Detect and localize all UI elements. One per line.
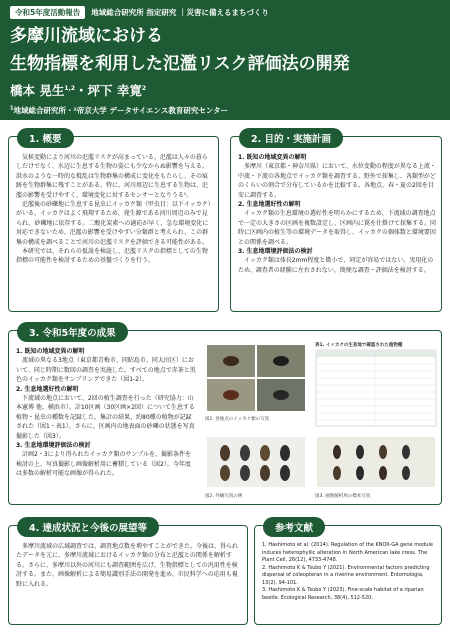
purpose-text-1: 多摩川（東京都・神奈川県）において、水位変動の程度が異なる上流・中流・下流の各地点でイッカク類を調査する。野外で採集し、各類型がどのくらいの割合で分布しているかを比較する。各地点、春・夏の2回を目安に調査する。	[238, 163, 436, 199]
figure-2	[205, 435, 307, 503]
figure-2-caption: 図2. 外観写真の例	[205, 494, 243, 499]
overview-para-3: 本研究では、それらの仮説を検証し、氾濫リスクの指標としての生物指標の可能性を検討するための基盤づくりを行う。	[16, 248, 208, 265]
table-1-caption: 表1. イッカクの生息地で確認された植物種	[315, 343, 403, 348]
institute-line: 地域総合研究所 指定研究 ｜災害に備えるまちづくり	[91, 8, 269, 17]
overview-title: 1. 概要	[17, 128, 74, 148]
purpose-text-2: イッカク類の生息環境の選好性を明らかにするため、下流域の調査地点で一定の大きさの区画を複数設定し、区画内に罠を仕掛けて採集する。同時に区画内の植生等の環境データを取得し、イッカクの個体数と環境要因との関係を調べる。	[238, 210, 437, 246]
results-heading-3: 3. 生息地環境評価法の検討	[16, 442, 91, 450]
figure-2-photos	[205, 435, 307, 490]
status-panel	[8, 525, 248, 625]
figure-1	[205, 343, 307, 429]
author-2-affil: 2	[141, 84, 147, 92]
figure-3-photos	[315, 435, 437, 490]
affiliation-text: 地域総合研究所・²帝京大学 データサイエンス教育研究センター	[13, 106, 229, 115]
references-title: 参考文献	[263, 517, 325, 537]
purpose-heading-3: 3. 生息地環境評価法の検討	[238, 248, 313, 256]
status-body	[16, 542, 242, 589]
purpose-text-3: イッカク類は体長2mm程度と微小で、同定が容易ではない。実用化のため、調査者の経験に左右されない、簡便な調査・評価法を検討する。	[238, 257, 434, 274]
title-line-1: 多摩川流域における	[10, 26, 163, 46]
status-title: 4. 達成状況と今後の展望等	[17, 517, 159, 537]
purpose-heading-1: 1. 既知の地域変異の解明	[238, 154, 307, 161]
reference-3: 3. Hashimoto K & Tsubo Y (2023). Fine-scale habitat of a riparian beetle. Ecological Research, 38(4), 512-520.	[262, 587, 424, 601]
author-2: ・坪下 幸寛	[75, 83, 142, 98]
purpose-heading-2: 2. 生息地選好性の解明	[238, 201, 301, 209]
table-1-grid	[315, 349, 437, 427]
figure-3	[315, 435, 437, 503]
results-text-3: 計画2・3により得られたイッカク類のサンプルを、撮影条件を検討の上、写真撮影し画像解析用に蓄積している（図2）。今年度は多数の解析可能な画像が得られた。	[16, 451, 191, 478]
overview-para-1: 気候変動により河川の氾濫リスクが高まっている。氾濫は人々の暮らしだけでなく、水辺に生息する生物の姿にも少なからぬ影響を与える。洪水のような一時的な撹乱は生物群集の構成に変化をもたらし、その痕跡を生物群集に残すことがある。特に、河川周辺に生息する生物は、氾濫の影響を受けやすく、環境変化に対するセンサーとなりうる¹。	[16, 154, 209, 199]
authors	[10, 81, 440, 99]
purpose-title: 2. 目的・実施計画	[239, 128, 343, 148]
overview-panel	[8, 136, 219, 312]
references-body	[262, 542, 436, 602]
affiliation	[10, 105, 440, 116]
table-1	[315, 343, 437, 431]
results-panel	[8, 330, 442, 505]
overview-para-2: 氾濫後の砂礫地に生息する昆虫にイッカク類（甲虫目：以下イッカク）がいる。イッカクはよく飛翔するため、発生源である河川周辺のみで見られ、砂礫地に依存する。二酸化炭素への適応が早く、急な環境変化に対応できないため、氾濫の影響を受けやすい分類群と考えられ、この群集の構成を調べることで河川の氾濫リスクを評価できる可能性がある。	[16, 201, 211, 246]
figure-1-photos	[205, 343, 307, 413]
affiliation-sup: 1	[10, 105, 14, 112]
results-heading-2: 2. 生息地選好性の解明	[16, 385, 79, 393]
results-text-1: 流域の異なる3地点（東京都青梅市、同昭島市、同大田区）において、同じ時期に数回の調査を実施した。すべての地点で赤茶と黒色のイッカク類をサンプリングできた（図1-2）。	[16, 357, 196, 384]
header-top-line	[10, 6, 440, 19]
figure-1-caption: 図1. 各地点のイッカク類の写真	[205, 417, 270, 422]
poster-header	[0, 0, 450, 120]
author-1-affil: 1,2	[64, 84, 75, 92]
figure-3-caption: 図3. 画像解析用の標本写真	[315, 494, 371, 499]
results-title: 3. 令和5年度の成果	[17, 322, 128, 342]
reference-1: 1. Hashimoto et al. (2014). Regulation of the KNOX-GA gene module induces heterophyllic alteration in North American lake cress. The Plant Cell, 26(12), 4733-4748.	[262, 542, 433, 563]
results-heading-1: 1. 既知の地域変異の解明	[16, 348, 85, 355]
status-text: 多摩川流域の広域調査では、調査地点数を増やすことができた。今後は、得られたデータを元に、多摩川流域におけるイッカク類の分布と氾濫との関係を解析する。さらに、多摩川以外の河川にも調査範囲を広げ、生物指標としての汎用性を検討する。また、画像解析による簡易識別手法の開発を進め、市民科学への応用も視野に入れる。	[16, 543, 239, 588]
purpose-panel	[230, 136, 442, 312]
overview-body	[16, 153, 213, 266]
results-text	[16, 347, 196, 479]
title-line-2: 生物指標を利用した氾濫リスク評価法の開発	[10, 54, 350, 74]
purpose-body	[238, 153, 436, 275]
references-panel	[254, 525, 442, 625]
report-tag: 令和5年度活動報告	[10, 6, 85, 19]
results-text-2: 下流域の地点において、2回の植生調査を行った（研究協力：山本憲博 他、横浜市）。計10区画（30区画×2回）について生息する植物・昆虫の種数を記録した。集計の結果、約80種の植物が記録された（図1・表1）。さらに、区画内の地表面の砂礫の状態を写真撮影した（図3）。	[16, 395, 195, 440]
author-1: 橋本 晃生	[10, 83, 65, 98]
reference-2: 2. Hashimoto K & Tsubo Y (2021). Environmental factors predicting dispersal of coleopteran in a riverine environment. Entomologia, 13(2), 94-101.	[262, 564, 430, 586]
